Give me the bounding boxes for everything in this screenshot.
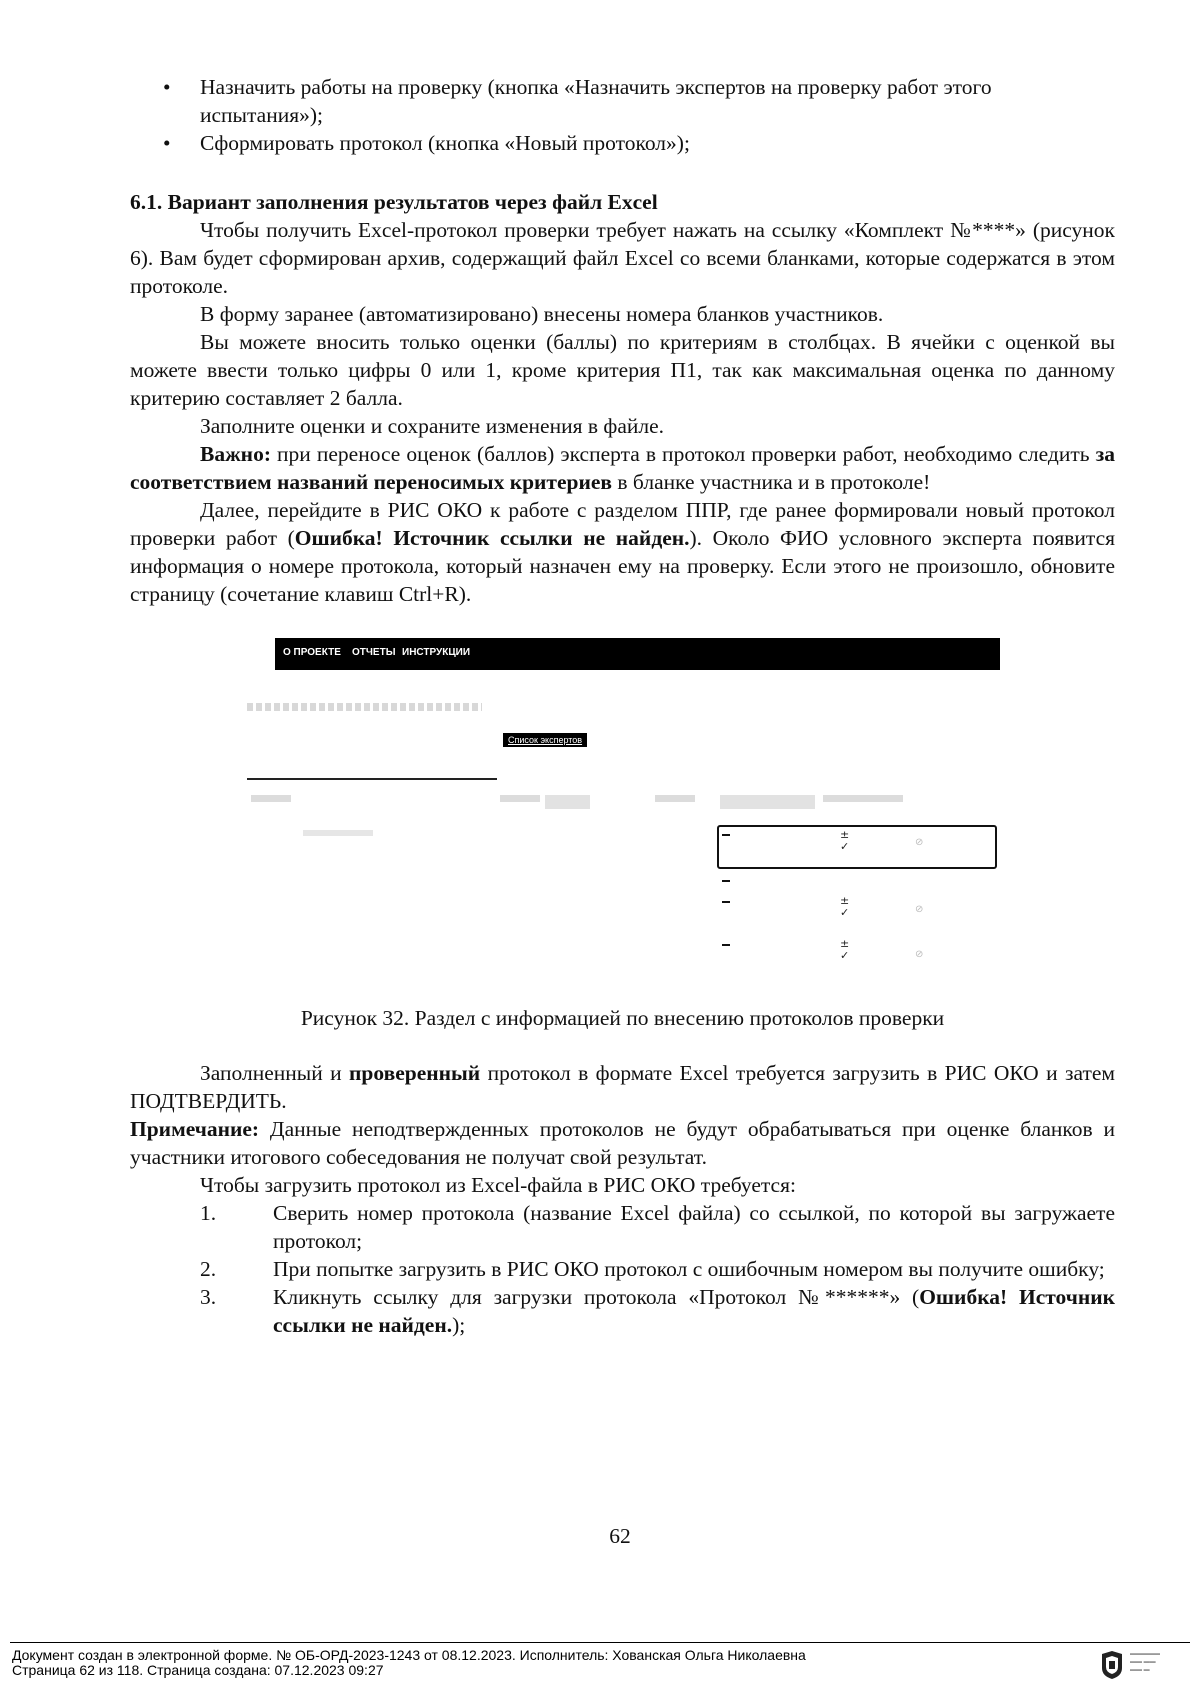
text: в бланке участника и в протоколе!: [612, 470, 931, 494]
item-text: [200, 1283, 1115, 1339]
paragraph: Вы можете вносить только оценки (баллы) по критериям в столбцах. В ячейки с оценкой вы можете ввести только цифры 0 или 1, кроме критерия П1, так как максимальная оценка по данному критерию составляет 2 балла.: [130, 330, 1115, 410]
broken-reference: Ошибка! Источник ссылки не найден.: [294, 526, 690, 550]
section-body: [130, 188, 1115, 608]
numbered-item: [130, 1283, 1115, 1339]
check-icon[interactable]: ✓: [840, 906, 850, 919]
highlight-frame: [717, 825, 997, 869]
note-text: Данные неподтвержденных протоколов не будут обрабатываться при оценке бланков и участники итогового собеседования не получат свой результат.: [130, 1117, 1115, 1169]
upload-icon[interactable]: ±: [840, 828, 850, 841]
table-header-col5: [720, 795, 815, 809]
bullet-item: [130, 129, 1115, 157]
menu-item-reports[interactable]: ОТЧЕТЫ: [352, 647, 396, 658]
text: );: [452, 1313, 466, 1337]
experts-list-button[interactable]: Список экспертов: [503, 733, 587, 747]
paragraph: [130, 1059, 1115, 1115]
emblem-caption: ▬▬▬▬▬ ▬▬ ▬▬ ▬▬ ▬: [1130, 1651, 1160, 1673]
figure-screenshot: [245, 638, 1000, 973]
check-icon[interactable]: ✓: [840, 840, 850, 853]
paragraph: Чтобы загрузить протокол из Excel-файла в РИС ОКО требуется:: [200, 1173, 796, 1197]
cancel-icon[interactable]: ⊘: [915, 949, 924, 960]
figure-caption: Рисунок 32. Раздел с информацией по внесению протоколов проверки: [300, 1006, 945, 1030]
table-header-col3: [545, 795, 590, 809]
item-number: 2.: [200, 1257, 217, 1281]
table-header-col2: [500, 795, 540, 802]
dash-icon: [722, 880, 730, 882]
broken-reference: Ошибка! Источник ссылки не найден.: [273, 1285, 1115, 1337]
section-heading: 6.1. Вариант заполнения результатов через файл Excel: [130, 190, 658, 214]
bullet-text: Сформировать протокол (кнопка «Новый протокол»);: [200, 131, 690, 155]
paragraph: В форму заранее (автоматизировано) внесены номера бланков участников.: [200, 302, 884, 326]
bullet-text: Назначить работы на проверку (кнопка «Назначить экспертов на проверку работ этого испытания»);: [200, 75, 992, 127]
text: Кликнуть ссылку для загрузки протокола «Протокол №******» (: [273, 1285, 920, 1309]
text: ). Около ФИО условного эксперта появится информация о номере протокола, который назначен ему на проверку. Если этого не произошло, обновите страницу (сочетание клавиш Ctrl+R).: [130, 526, 1115, 606]
text: при переносе оценок (баллов) эксперта в протокол проверки работ, необходимо следить: [270, 442, 1096, 466]
paragraph: Заполните оценки и сохраните изменения в файле.: [200, 414, 665, 438]
dash-icon: [722, 834, 730, 836]
bullet-list: [130, 73, 1115, 157]
table-header-col6: [823, 795, 903, 802]
note-label: Примечание:: [130, 1117, 260, 1141]
page-number: 62: [609, 1524, 631, 1548]
bullet-dot-icon: •: [163, 131, 171, 155]
table-header-expert: [251, 795, 291, 802]
dash-icon: [722, 944, 730, 946]
faint-title-placeholder: [247, 703, 482, 711]
upload-icon[interactable]: ±: [840, 937, 850, 950]
item-text: Сверить номер протокола (название Excel файла) со ссылкой, по которой вы загружаете протокол;: [273, 1201, 1115, 1253]
text: Далее, перейдите в РИС ОКО к работе с разделом ППР, где ранее формировали новый протокол проверки работ (: [130, 498, 1115, 550]
numbered-item: [130, 1199, 1115, 1255]
text: протокол в формате Excel требуется загрузить в РИС ОКО и затем ПОДТВЕРДИТЬ.: [130, 1061, 1115, 1113]
emblem-icon: [1100, 1650, 1124, 1680]
section-link-underline[interactable]: [247, 778, 497, 780]
item-number: 3.: [200, 1285, 217, 1309]
footer-line-1: Документ создан в электронной форме. № ОБ-ОРД-2023-1243 от 08.12.2023. Исполнитель: Хованская Ольга Николаевна: [12, 1647, 806, 1663]
menu-item-instructions[interactable]: ИНСТРУКЦИИ: [402, 647, 471, 658]
bold-text: за соответствием названий переносимых критериев: [130, 442, 1115, 494]
footer-line-2: Страница 62 из 118. Страница создана: 07.12.2023 09:27: [12, 1662, 384, 1678]
paragraph: [130, 496, 1115, 608]
bold-text: Важно:: [200, 442, 271, 466]
menu-item-about[interactable]: О ПРОЕКТЕ: [283, 647, 341, 658]
text: Заполненный и: [200, 1061, 350, 1085]
item-text: При попытке загрузить в РИС ОКО протокол с ошибочным номером вы получите ошибку;: [273, 1257, 1105, 1281]
paragraph-important: [130, 440, 1115, 496]
footer: [12, 1648, 806, 1678]
item-number: 1.: [200, 1201, 217, 1225]
paragraph: Чтобы получить Excel-протокол проверки требует нажать на ссылку «Комплект №****» (рисунок 6). Вам будет сформирован архив, содержащий файл Excel со всеми бланками, которые содержатся в этом протоколе.: [130, 218, 1115, 298]
check-icon[interactable]: ✓: [840, 949, 850, 962]
bullet-item: [130, 73, 1115, 129]
bold-text: проверенный: [349, 1061, 481, 1085]
note-paragraph: [130, 1115, 1115, 1171]
cancel-icon[interactable]: ⊘: [915, 904, 924, 915]
upload-icon[interactable]: ±: [840, 894, 850, 907]
numbered-item: [130, 1255, 1115, 1283]
top-menu-bar: [275, 638, 1000, 670]
footer-divider: [10, 1642, 1190, 1643]
after-figure-body: [130, 1059, 1115, 1339]
cancel-icon[interactable]: ⊘: [915, 837, 924, 848]
table-header-col4: [655, 795, 695, 802]
bullet-dot-icon: •: [163, 75, 171, 99]
faint-expert-name: [303, 830, 373, 836]
dash-icon: [722, 901, 730, 903]
